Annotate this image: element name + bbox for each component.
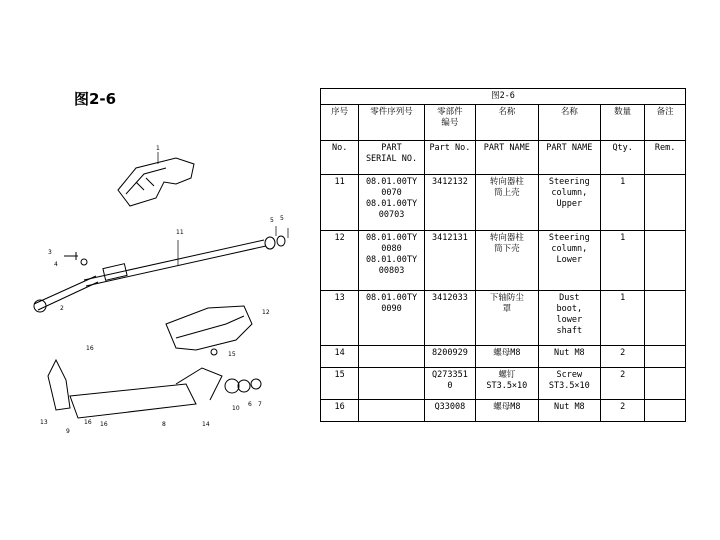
- header-cell: PART NAME: [476, 141, 539, 175]
- callout-label: 12: [262, 309, 270, 316]
- table-row: [321, 175, 686, 231]
- header-cell: 备注: [645, 105, 686, 141]
- header-cell: No.: [321, 141, 359, 175]
- callout-label: 16: [100, 421, 108, 428]
- header-cell: PART NAME: [538, 141, 601, 175]
- header-cell: Rem.: [645, 141, 686, 175]
- header-row-en: [321, 141, 686, 175]
- row-name-cn: 转向器柱 筒上壳: [476, 175, 539, 231]
- row-name-cn: 螺母M8: [476, 346, 539, 368]
- header-cell: 序号: [321, 105, 359, 141]
- row-qty: 2: [601, 400, 645, 422]
- header-cell: 名称: [538, 105, 601, 141]
- table-caption: 图2-6: [321, 89, 686, 105]
- table-row: [321, 231, 686, 291]
- row-name-cn: 螺母M8: [476, 400, 539, 422]
- table-caption-row: [321, 89, 686, 105]
- row-qty: 1: [601, 231, 645, 291]
- table-row: [321, 368, 686, 400]
- header-cell: PART SERIAL NO.: [359, 141, 424, 175]
- row-rem: [645, 346, 686, 368]
- row-serial: [359, 400, 424, 422]
- row-serial: 08.01.00TY 0090: [359, 291, 424, 346]
- row-name-cn: 下轴防尘 罩: [476, 291, 539, 346]
- row-serial: [359, 346, 424, 368]
- row-name-cn: 螺钉 ST3.5×10: [476, 368, 539, 400]
- row-name-en: Steering column, Upper: [538, 175, 601, 231]
- row-serial: 08.01.00TY 0070 08.01.00TY 00703: [359, 175, 424, 231]
- row-rem: [645, 175, 686, 231]
- callout-label: 10: [232, 405, 240, 412]
- parts-table: [320, 88, 686, 422]
- callout-label: 2: [60, 305, 64, 312]
- callout-label: 5: [270, 217, 274, 224]
- callout-label: 14: [202, 421, 210, 428]
- row-part-no: Q273351 0: [424, 368, 475, 400]
- row-serial: [359, 368, 424, 400]
- figure-label: 图2-6: [74, 90, 117, 108]
- row-name-en: Screw ST3.5×10: [538, 368, 601, 400]
- header-cell: Part No.: [424, 141, 475, 175]
- header-row-cn: [321, 105, 686, 141]
- lower-shaft-part: [34, 276, 98, 310]
- row-no: 15: [321, 368, 359, 400]
- row-rem: [645, 291, 686, 346]
- callout-label: 7: [258, 401, 262, 408]
- callout-label: 16: [84, 419, 92, 426]
- callout-label: 5: [280, 215, 284, 222]
- row-part-no: Q33008: [424, 400, 475, 422]
- callout-label: 4: [54, 261, 58, 268]
- callout-label: 1: [156, 145, 160, 152]
- row-serial: 08.01.00TY 0080 08.01.00TY 00803: [359, 231, 424, 291]
- row-name-en: Nut M8: [538, 346, 601, 368]
- upper-cover-part: [118, 158, 194, 206]
- callout-label: 16: [86, 345, 94, 352]
- row-part-no: 3412033: [424, 291, 475, 346]
- row-qty: 1: [601, 175, 645, 231]
- exploded-parts-diagram: [26, 128, 316, 438]
- row-name-cn: 转向器柱 筒下壳: [476, 231, 539, 291]
- header-cell: 零件序列号: [359, 105, 424, 141]
- row-qty: 1: [601, 291, 645, 346]
- callout-label: 9: [66, 428, 70, 435]
- callout-label: 13: [40, 419, 48, 426]
- header-cell: 零部件 编号: [424, 105, 475, 141]
- row-part-no: 3412132: [424, 175, 475, 231]
- table-row: [321, 346, 686, 368]
- row-name-en: Steering column, Lower: [538, 231, 601, 291]
- callout-label: 3: [48, 249, 52, 256]
- callout-label: 15: [228, 351, 236, 358]
- callout-label: 11: [176, 229, 184, 236]
- row-no: 16: [321, 400, 359, 422]
- lower-housing-part: [166, 306, 252, 350]
- header-cell: 数量: [601, 105, 645, 141]
- callout-label: 6: [248, 401, 252, 408]
- bracket-tube-part: [48, 360, 70, 410]
- row-name-en: Dust boot, lower shaft: [538, 291, 601, 346]
- row-part-no: 8200929: [424, 346, 475, 368]
- row-no: 14: [321, 346, 359, 368]
- row-qty: 2: [601, 368, 645, 400]
- row-rem: [645, 231, 686, 291]
- row-no: 12: [321, 231, 359, 291]
- table-row: [321, 400, 686, 422]
- row-no: 11: [321, 175, 359, 231]
- header-cell: Qty.: [601, 141, 645, 175]
- callout-label: 8: [162, 421, 166, 428]
- header-cell: 名称: [476, 105, 539, 141]
- row-no: 13: [321, 291, 359, 346]
- row-qty: 2: [601, 346, 645, 368]
- row-rem: [645, 400, 686, 422]
- table-row: [321, 291, 686, 346]
- row-part-no: 3412131: [424, 231, 475, 291]
- row-rem: [645, 368, 686, 400]
- row-name-en: Nut M8: [538, 400, 601, 422]
